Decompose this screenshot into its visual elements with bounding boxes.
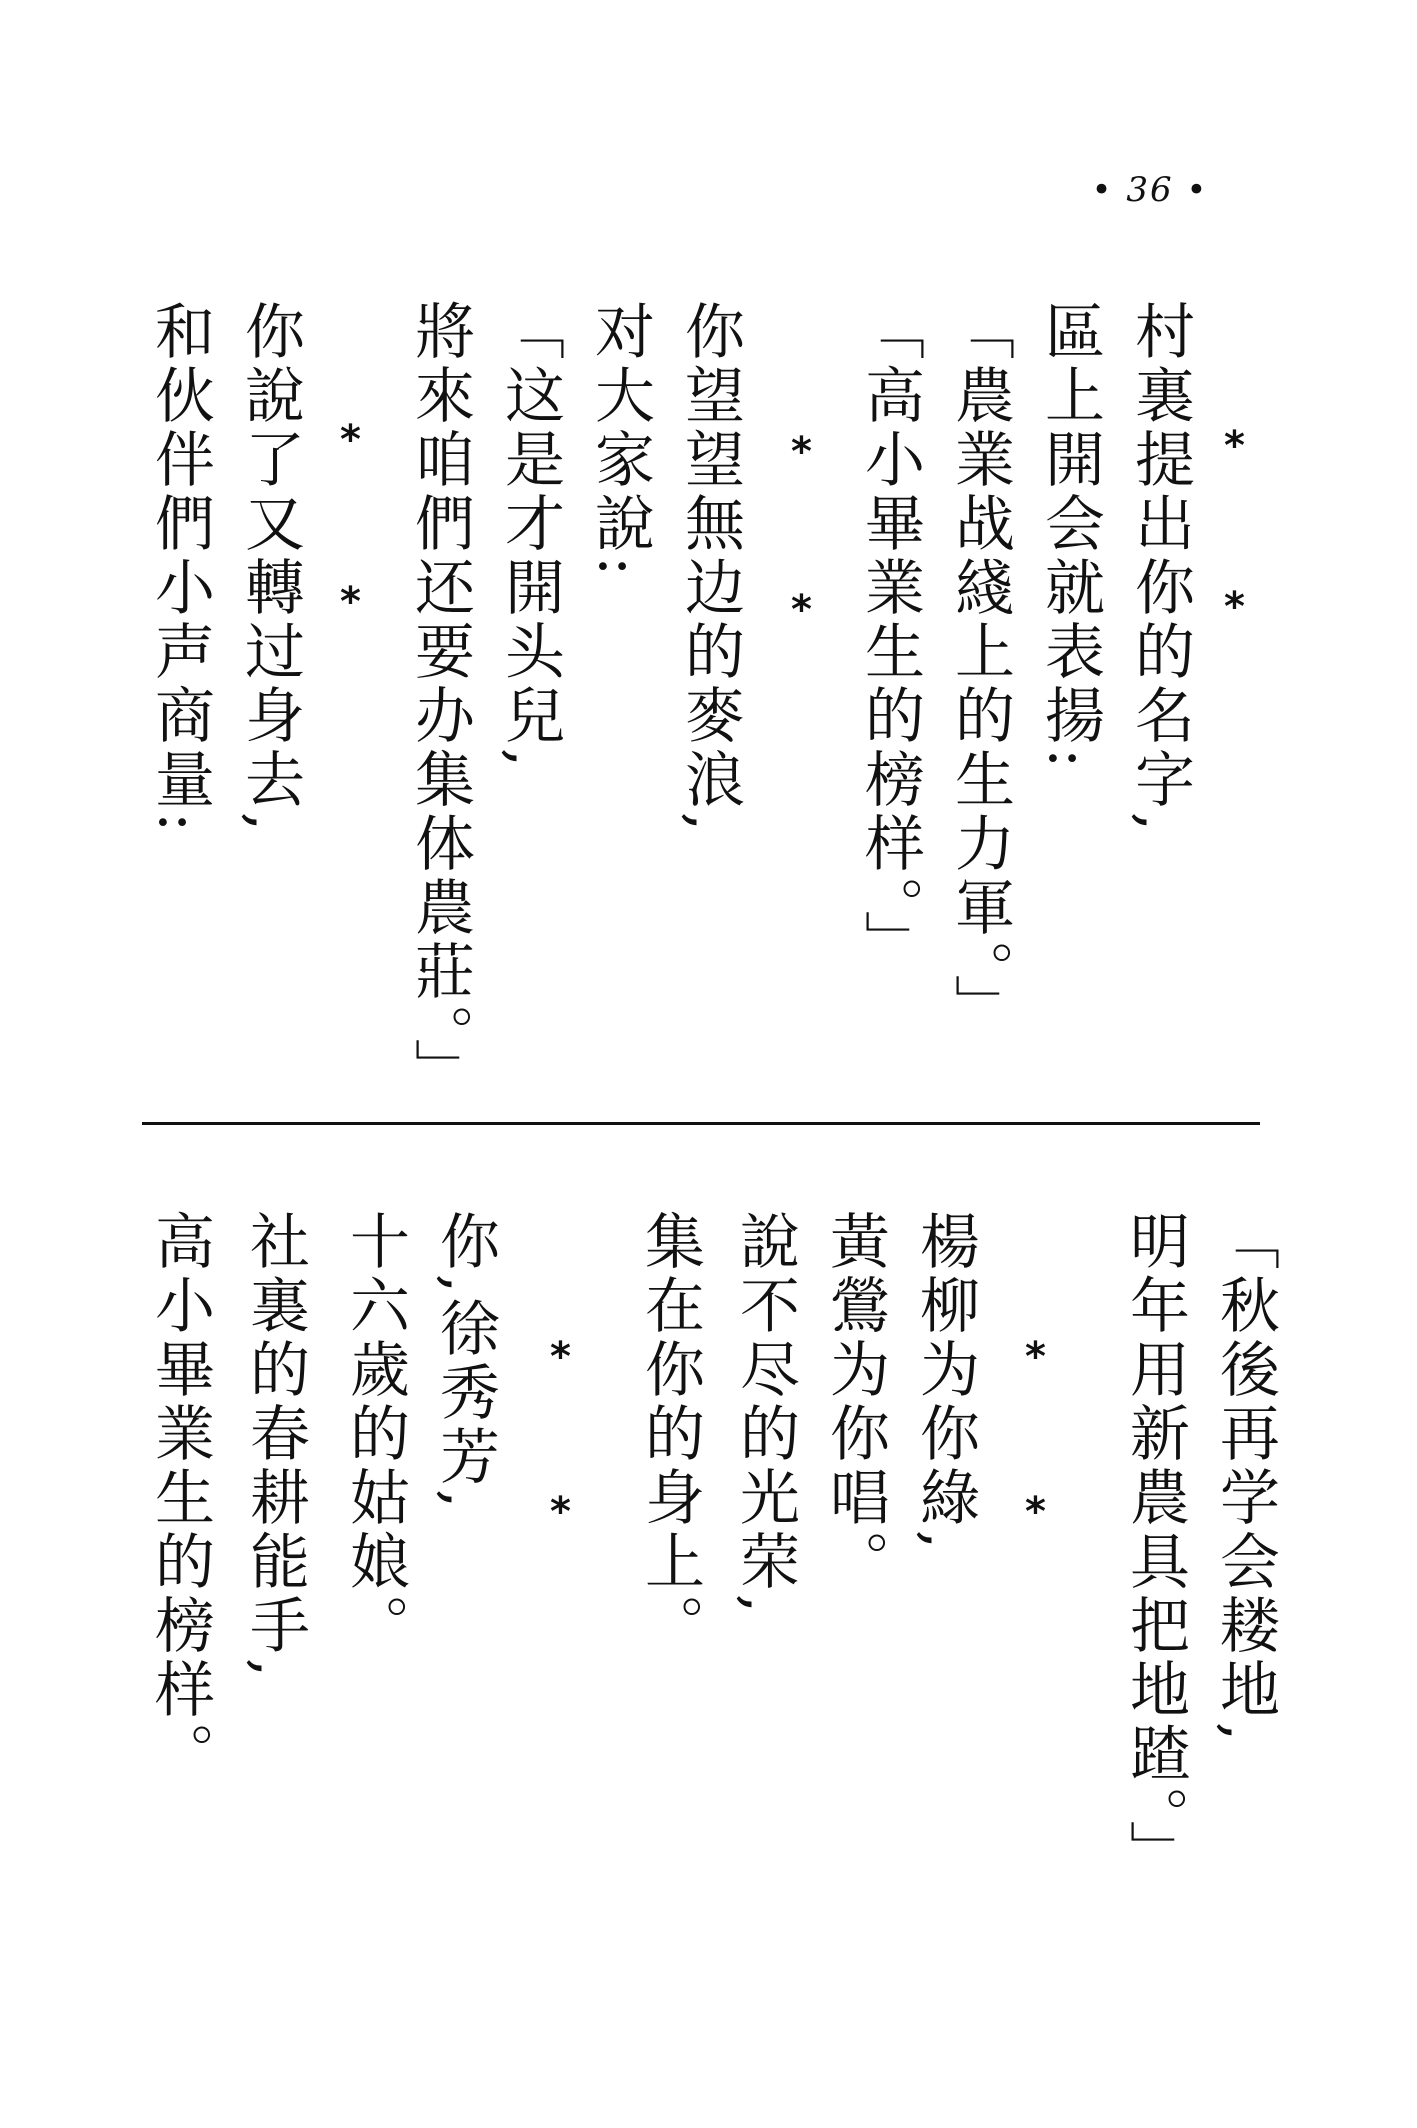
stanza-marker: * [1025,1489,1046,1535]
poem-line: 你說了又轉过身去, [235,300,305,836]
poem-line: 將來咱們还要办集体農莊。」 [405,300,475,1102]
poem-line: 明年用新農具把地蹅。」 [1120,1210,1190,1884]
poem-line: 村裏提出你的名字, [1125,300,1195,836]
poem-line: 黃鶯为你唱。 [820,1210,890,1594]
poem-line: 「農業战綫上的生力軍。」 [945,300,1015,1038]
poem-line: 高小畢業生的榜样。 [145,1210,215,1786]
stanza-marker: * [1224,584,1245,630]
stanza-marker: * [550,1489,571,1535]
poem-line: 十六歲的姑娘。 [340,1210,410,1658]
stanza-marker: * [550,1334,571,1380]
stanza-marker: * [1224,423,1245,469]
stanza-marker: * [791,429,812,475]
stanza-marker: * [1025,1334,1046,1380]
poem-line: 你,徐秀芳, [430,1210,500,1513]
poem-line: 「秋後再学会耧地, [1210,1210,1280,1746]
poem-line: 區上開会就表揚: [1035,300,1105,773]
stanza-marker: * [340,417,361,463]
poem-line: 「高小畢業生的榜样。」 [855,300,925,974]
poem-line: 社裏的春耕能手, [240,1210,310,1682]
section-divider [142,1122,1260,1125]
poem-line: 「这是才開头兒, [495,300,565,772]
stanza-marker: * [340,579,361,625]
poem-line: 楊柳为你綠, [910,1210,980,1554]
poem-line: 对大家說: [585,300,655,581]
poem-line: 集在你的身上。 [635,1210,705,1658]
poem-line: 你望望無边的麥浪, [675,300,745,836]
page-number: • 36 • [1091,170,1209,210]
stanza-marker: * [791,587,812,633]
poem-line: 和伙伴們小声商量: [145,300,215,837]
poem-line: 說不尽的光荣, [730,1210,800,1618]
